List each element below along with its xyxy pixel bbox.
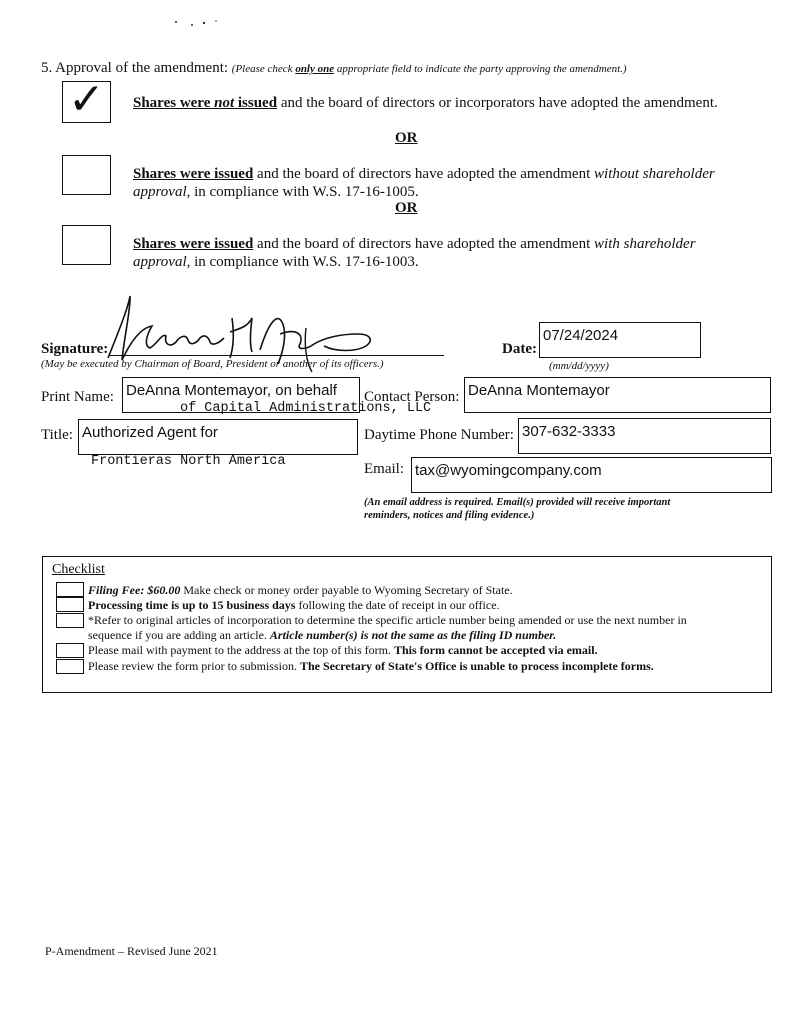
footer-revision: P-Amendment – Revised June 2021 — [45, 944, 218, 958]
print-name-overflow-text: of Capital Administrations, LLC — [180, 401, 432, 416]
email-field[interactable]: tax@wyomingcompany.com — [411, 457, 772, 493]
checklist-checkbox-2[interactable] — [56, 597, 84, 612]
checklist-item-1: Filing Fee: $60.00 Make check or money order payable to Wyoming Secretary of State. — [88, 583, 513, 597]
approval-option1-checkbox[interactable] — [62, 74, 111, 125]
email-label: Email: — [364, 461, 404, 477]
checklist-title: Checklist — [52, 562, 105, 577]
checklist-checkbox-5[interactable] — [56, 659, 84, 674]
signature-label: Signature: — [41, 341, 109, 357]
email-note: (An email address is required. Email(s) provided will receive important reminders, notices and filing evidence.) — [364, 497, 671, 521]
checklist-checkbox-3[interactable] — [56, 613, 84, 628]
check-mark-icon: ✓ — [68, 74, 105, 125]
or-separator-2: OR — [395, 200, 418, 216]
approval-option1-text: Shares were not issued and the board of directors or incorporators have adopted the amendment. — [133, 95, 718, 111]
approval-option2-checkbox[interactable] — [62, 155, 111, 195]
checklist-item-2: Processing time is up to 15 business days following the date of receipt in our office. — [88, 598, 500, 612]
phone-label: Daytime Phone Number: — [364, 427, 514, 443]
phone-field[interactable]: 307-632-3333 — [518, 418, 771, 454]
scan-speck-marks — [170, 16, 230, 30]
approval-option3-checkbox[interactable] — [62, 225, 111, 265]
title-label: Title: — [41, 427, 73, 443]
or-separator-1: OR — [395, 130, 418, 146]
date-field[interactable]: 07/24/2024 — [539, 322, 701, 358]
checklist-checkbox-1[interactable] — [56, 582, 84, 597]
approval-heading: 5. Approval of the amendment: (Please check only one appropriate field to indicate the party approving the amendment.) — [41, 60, 627, 76]
checklist-checkbox-4[interactable] — [56, 643, 84, 658]
contact-person-label: Contact Person: — [364, 389, 460, 405]
checklist-item-3: *Refer to original articles of incorporation to determine the specific article number being amended or use the next number in sequence if you are adding an article. Article number(s) is not the same as the filing ID number. — [88, 613, 687, 642]
date-format-hint: (mm/dd/yyyy) — [549, 360, 609, 372]
print-name-label: Print Name: — [41, 389, 114, 405]
print-name-field[interactable]: DeAnna Montemayor, on behalf — [122, 377, 360, 413]
signature-note: (May be executed by Chairman of Board, President or another of its officers.) — [41, 358, 384, 370]
contact-person-field[interactable]: DeAnna Montemayor — [464, 377, 771, 413]
checklist-item-4: Please mail with payment to the address at the top of this form. This form cannot be accepted via email. — [88, 643, 598, 657]
approval-option3-text: Shares were issued and the board of directors have adopted the amendment with shareholder approval, in compliance with W.S. 17-16-1003. — [133, 236, 696, 270]
checklist-item-5: Please review the form prior to submission. The Secretary of State's Office is unable to process incomplete forms. — [88, 659, 654, 673]
title-overflow-text: Frontieras North America — [91, 454, 286, 469]
date-label: Date: — [502, 341, 537, 357]
approval-option2-text: Shares were issued and the board of directors have adopted the amendment without shareholder approval, in compliance with W.S. 17-16-1005. — [133, 166, 715, 200]
title-field[interactable]: Authorized Agent for — [78, 419, 358, 455]
signature-signed-name — [1, 1, 2, 2]
